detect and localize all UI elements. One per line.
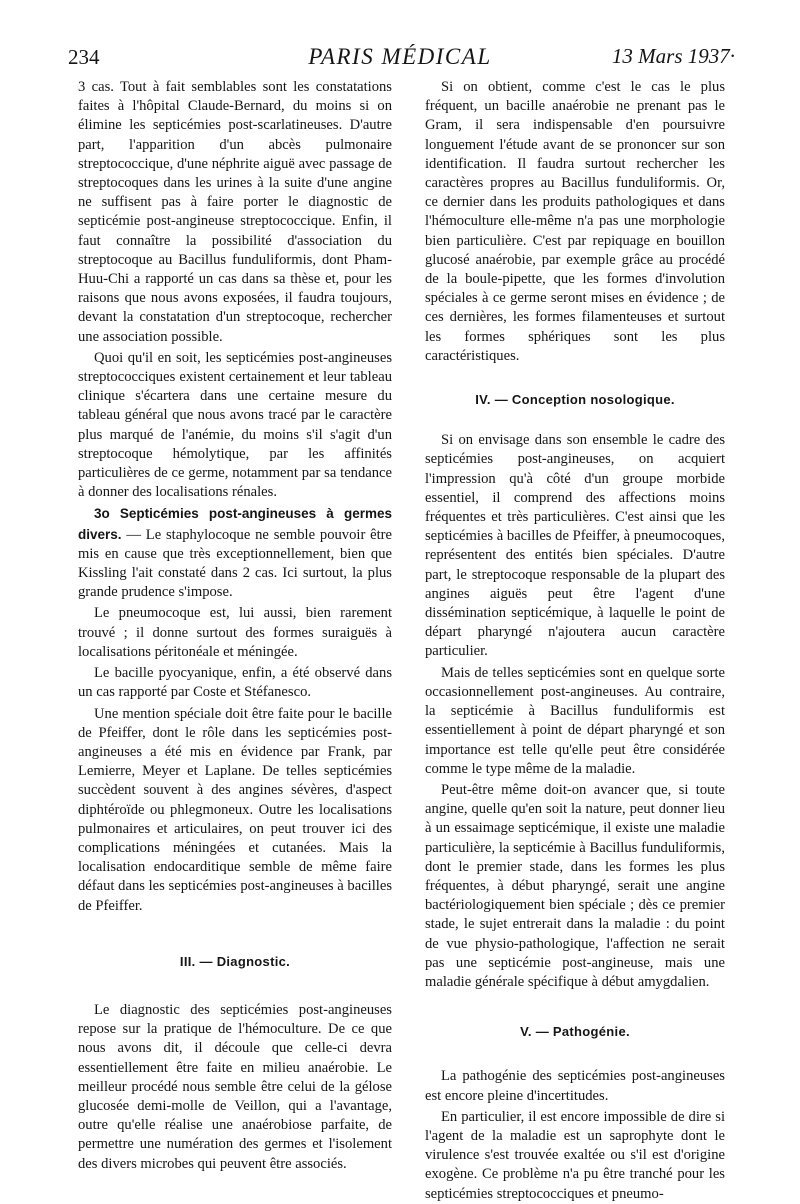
right-column (425, 78, 725, 1204)
paragraph: 3 cas. Tout à fait semblables sont les constatations faites à l'hôpital Claude-Bernard, du moins si on élimine les septicémies post-scarlatineuses. D'autre part, l'apparition d'un abcès pulmonaire streptococcique, d'une néphrite aiguë avec passage de streptocoques dans les urines à la suite d'une angine ne suffisent pas à faire porter le diagnostic de septicémie post-angineuse streptococcique. Enfin, il faut connaître la possibilité d'association du streptocoque au Bacillus funduliformis, dont Pham-Huu-Chi a rapporté un cas dans sa thèse et, pour les raisons que nous avons exposées, il faudra toujours, devant la constatation d'un streptocoque, rechercher une association possible. (78, 79, 392, 345)
paragraph: Quoi qu'il en soit, les septicémies post-angineuses streptococciques existent certainement et leur tableau clinique s'écartera dans une certaine mesure du tableau général que nous avons tracé par le caractère plus marqué de l'anémie, du moins s'il s'agit d'un streptocoque hémolytique, par les affinités particulières de ce germe, notamment par sa tendance à donner des localisations rénales. (78, 349, 392, 501)
section-heading-diagnostic: III. — Diagnostic. (179, 953, 291, 969)
page-number: 234 (68, 45, 100, 69)
paragraph: En particulier, il est encore impossible de dire si l'agent de la maladie est un saprophyte dont le virulence s'est trouvée exaltée ou s'il est d'origine exogène. Ce problème n'a pu être tranché pour les septicémies streptococciques et pneumo- (425, 1108, 725, 1202)
paragraph: Si on obtient, comme c'est le cas le plus fréquent, un bacille anaérobie ne prenant pas le Gram, il sera indispensable d'en poursuivre longuement l'étude avant de se prononcer sur son identification. Il faudra surtout rechercher les caractères propres au Bacillus funduliformis. Or, ce dernier dans les produits pathologiques et dans l'hémoculture elle-même n'a pas une morphologie bien particulière. C'est par repiquage en bouillon glucosé anaérobie, par exemple grâce au procédé de la boule-pipette, que les formes d'involution spéciales à ce germe seront mises en évidence ; de ces dernières, les formes filamenteuses et surtout les formes sphériques sont les plus caractéristiques. (425, 79, 725, 364)
paragraph: Le bacille pyocyanique, enfin, a été observé dans un cas rapporté par Coste et Stéfanesco. (78, 665, 392, 701)
section-heading-nosologie: IV. — Conception nosologique. (475, 392, 675, 408)
paragraph: Le pneumocoque est, lui aussi, bien rarement trouvé ; il donne surtout des formes suraiguës à localisations péritonéale et méningée. (78, 605, 392, 660)
section-heading-pathogenie: V. — Pathogénie. (520, 1024, 630, 1040)
paragraph: La pathogénie des septicémies post-angineuses est encore pleine d'incertitudes. (425, 1068, 725, 1104)
paragraph: Mais de telles septicémies sont en quelque sorte occasionnellement post-angineuses. Au contraire, la septicémie à Bacillus funduliformis est essentiellement à point de départ pharyngé et son importance est telle qu'elle peut être considérée comme le type même de la maladie. (425, 664, 725, 777)
journal-title: PARIS MÉDICAL (308, 44, 492, 69)
paragraph-body: — Le staphylocoque ne semble pouvoir être mis en cause que très exceptionnellement, bien que Kissling l'ait constaté dans 2 cas. Ici surtout, la plus grande prudence s'impose. (78, 526, 392, 601)
paragraph: Si on envisage dans son ensemble le cadre des septicémies post-angineuses, on acquiert l'impression qu'à côté d'un groupe morbide essentiel, il comprend des affections moins fréquentes et très particulières. C'est ainsi que les septicémies à bacilles de Pfeiffer, à pneumocoques, représentent des entités bien spéciales. D'autre part, le streptocoque responsable de la plupart des angines aiguës peut être l'agent d'une dissémination septicémique, à laquelle le point de départ pharyngé n'ajoutera aucun caractère particulier. (425, 432, 725, 660)
paragraph-with-runin-heading (78, 504, 392, 602)
paragraph: Peut-être même doit-on avancer que, si toute angine, quelle qu'en soit la nature, peut donner lieu à un essaimage septicémique, il existe une maladie particulière, la septicémie à Bacillus funduliformis, dont le premier stade, dans les formes les plus fréquentes, à début pharyngé, serait une angine bactériologiquement bien spéciale ; dès ce premier stade, le sujet entrerait dans la maladie : du point de vue physio-pathologique, l'affection ne serait pas une septicémie post-angineuse, mais une maladie générale spécifique à début amygdalien. (425, 781, 725, 990)
paragraph: Le diagnostic des septicémies post-angineuses repose sur la pratique de l'hémoculture. De ce que nous avons dit, il découle que celle-ci devra essentiellement être faite en milieu anaérobie. Le meilleur procédé nous semble être celui de la gélose glucosée demi-molle de Veillon, qui a l'avantage, outre qu'elle réalise une anaérobiose parfaite, de permettre une numération des germes et l'isolement des divers microbes qui peuvent être associés. (78, 1001, 392, 1172)
left-column (78, 78, 392, 1174)
issue-date: 13 Mars 1937· (611, 44, 735, 68)
paragraph: Une mention spéciale doit être faite pour le bacille de Pfeiffer, dont le rôle dans les septicémies post-angineuses a été mis en évidence par Frank, par Lemierre, Meyer et Laplane. De telles septicémies succèdent souvent à des angines sévères, d'aspect diphtéroïde ou phlegmoneux. Outre les localisations pulmonaires et articulaires, on peut trouver ici des complications méningées et cutanées. Mais la localisation endocarditique semble de même faire défaut dans les septicémies post-angineuses à bacilles de Pfeiffer. (78, 705, 392, 914)
runin-heading: 3o Septicémies post-angineuses à germes divers. (78, 506, 392, 542)
